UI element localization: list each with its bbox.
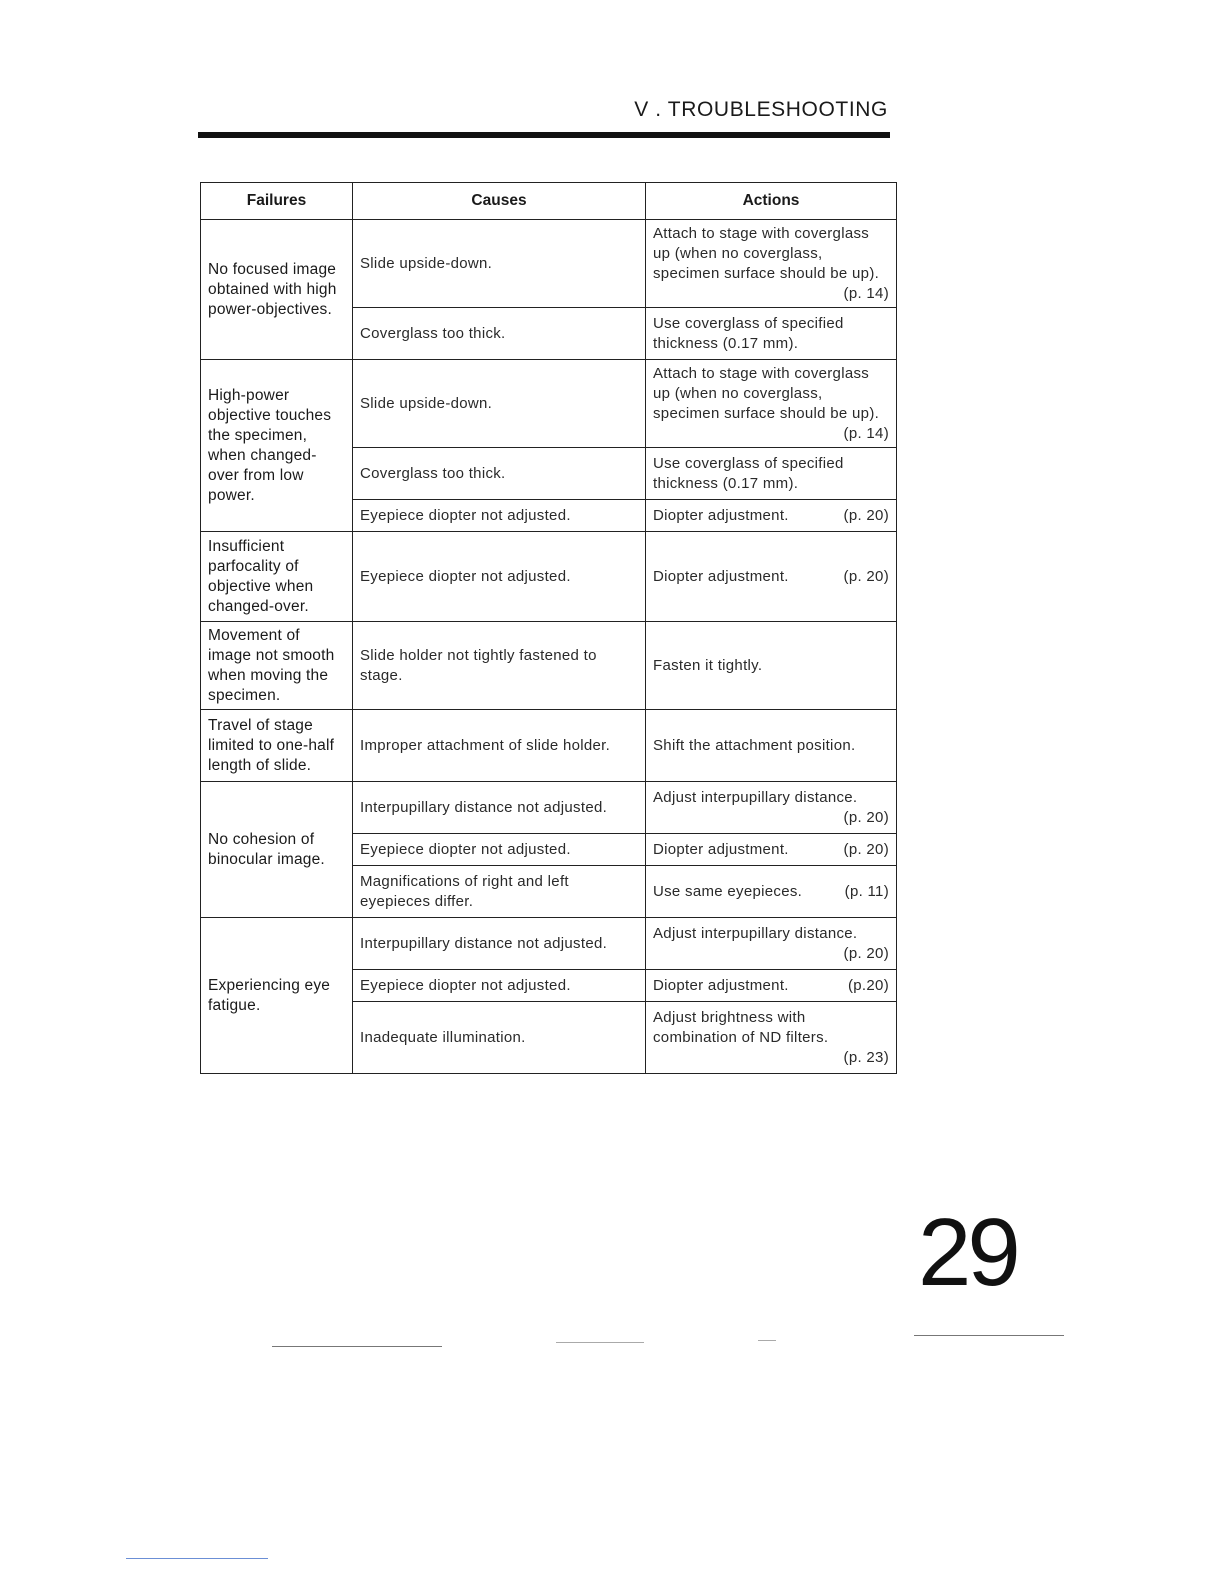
cause-cell: Coverglass too thick. — [353, 308, 646, 360]
action-text: Diopter adjustment. — [653, 840, 789, 858]
action-cell — [646, 834, 897, 866]
page-reference: (p. 14) — [843, 424, 889, 442]
table-row — [201, 360, 897, 448]
cause-cell: Coverglass too thick. — [353, 448, 646, 500]
scan-artifact-line — [126, 1558, 268, 1559]
cause-cell: Magnifications of right and left eyepieces differ. — [353, 866, 646, 918]
table-header-row — [201, 183, 897, 220]
action-cell — [646, 500, 897, 532]
table-row — [201, 918, 897, 970]
scan-artifact-line — [914, 1335, 1064, 1336]
action-cell — [646, 360, 897, 448]
action-text: Adjust brightness with combination of ND filters. — [653, 1008, 829, 1046]
cause-cell: Interpupillary distance not adjusted. — [353, 918, 646, 970]
failure-cell: Insufficient parfocality of objective when changed-over. — [201, 532, 353, 622]
page-reference: (p. 23) — [843, 1048, 889, 1066]
column-header-actions: Actions — [646, 183, 897, 220]
failure-cell: Experiencing eye fatigue. — [201, 918, 353, 1074]
table-row — [201, 220, 897, 308]
cause-cell: Eyepiece diopter not adjusted. — [353, 834, 646, 866]
cause-cell: Improper attachment of slide holder. — [353, 710, 646, 782]
table-row — [201, 782, 897, 834]
action-text: Diopter adjustment. — [653, 567, 789, 585]
column-header-causes: Causes — [353, 183, 646, 220]
action-cell: Fasten it tightly. — [646, 622, 897, 710]
failure-cell: Travel of stage limited to one-half length of slide. — [201, 710, 353, 782]
action-cell — [646, 532, 897, 622]
action-text: Diopter adjustment. — [653, 506, 789, 524]
action-cell — [646, 220, 897, 308]
failure-cell: No cohesion of binocular image. — [201, 782, 353, 918]
table-row — [201, 532, 897, 622]
scan-artifact-line — [758, 1340, 776, 1341]
action-cell — [646, 970, 897, 1002]
troubleshooting-table — [200, 182, 897, 1074]
cause-cell: Eyepiece diopter not adjusted. — [353, 970, 646, 1002]
action-cell: Use coverglass of specified thickness (0.17 mm). — [646, 448, 897, 500]
action-cell — [646, 782, 897, 834]
cause-cell: Eyepiece diopter not adjusted. — [353, 500, 646, 532]
cause-cell: Slide upside-down. — [353, 360, 646, 448]
action-text: Use same eyepieces. — [653, 882, 803, 900]
page-reference: (p. 20) — [843, 567, 889, 585]
page-reference: (p. 20) — [843, 506, 889, 524]
action-cell: Shift the attachment position. — [646, 710, 897, 782]
page-reference: (p. 20) — [843, 840, 889, 858]
action-cell — [646, 1002, 897, 1074]
cause-cell: Eyepiece diopter not adjusted. — [353, 532, 646, 622]
column-header-failures: Failures — [201, 183, 353, 220]
page-reference: (p.20) — [848, 976, 889, 994]
table-row — [201, 710, 897, 782]
action-cell: Use coverglass of specified thickness (0.17 mm). — [646, 308, 897, 360]
action-text: Adjust interpupillary distance. — [653, 924, 858, 942]
failure-cell: High-power objective touches the specimen, when changed-over from low power. — [201, 360, 353, 532]
action-text: Attach to stage with coverglass up (when no coverglass, specimen surface should be up). — [653, 364, 880, 422]
action-text: Attach to stage with coverglass up (when no coverglass, specimen surface should be up). — [653, 224, 880, 282]
page-number: 29 — [918, 1199, 1017, 1306]
table-row — [201, 622, 897, 710]
scan-artifact-line — [272, 1346, 442, 1347]
action-cell — [646, 918, 897, 970]
failure-cell: No focused image obtained with high power-objectives. — [201, 220, 353, 360]
page-reference: (p. 11) — [844, 882, 889, 900]
page-reference: (p. 20) — [843, 944, 889, 962]
action-text: Adjust interpupillary distance. — [653, 788, 858, 806]
cause-cell: Slide upside-down. — [353, 220, 646, 308]
scan-artifact-line — [556, 1342, 644, 1343]
header-rule — [198, 132, 890, 138]
failure-cell: Movement of image not smooth when moving the specimen. — [201, 622, 353, 710]
cause-cell: Slide holder not tightly fastened to stage. — [353, 622, 646, 710]
action-text: Diopter adjustment. — [653, 976, 789, 994]
section-header: V . TROUBLESHOOTING — [634, 98, 888, 121]
page-reference: (p. 20) — [843, 808, 889, 826]
page-reference: (p. 14) — [843, 284, 889, 302]
cause-cell: Inadequate illumination. — [353, 1002, 646, 1074]
action-cell — [646, 866, 897, 918]
cause-cell: Interpupillary distance not adjusted. — [353, 782, 646, 834]
